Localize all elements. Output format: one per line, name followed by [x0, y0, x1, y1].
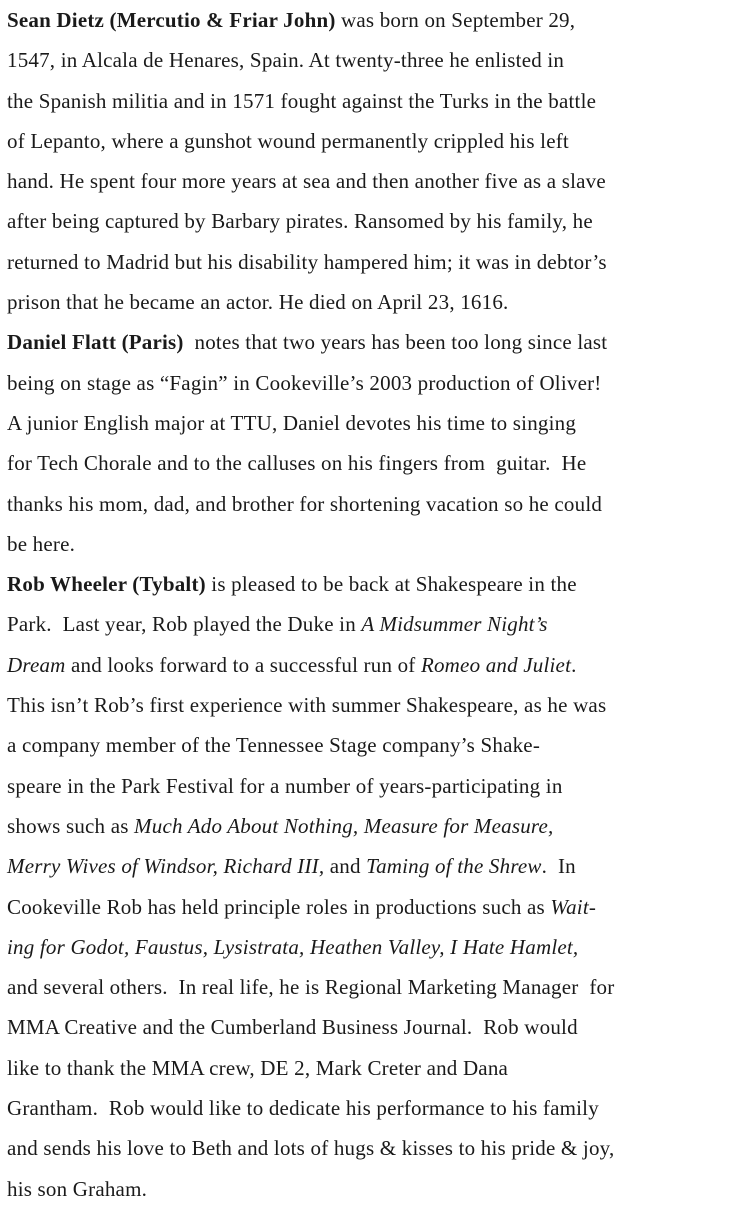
- text-line: [7, 806, 744, 846]
- text-run: hand. He spent four more years at sea and then another five as a slave: [7, 169, 606, 194]
- text-run: notes that two years has been too long since last: [183, 330, 608, 355]
- text-line: [7, 322, 744, 362]
- text-run: Wait-: [550, 894, 597, 919]
- text-line: [7, 40, 744, 80]
- text-run: Much Ado About Nothing, Measure for Measure,: [134, 813, 554, 838]
- text-run: Rob Wheeler (Tybalt): [7, 572, 206, 597]
- text-run: shows such as: [7, 813, 135, 838]
- bio-rob-wheeler: [7, 564, 744, 1209]
- text-run: Sean Dietz (Mercutio & Friar John): [7, 8, 336, 32]
- text-line: [7, 0, 744, 40]
- text-run: like to thank the MMA crew, DE 2, Mark Creter and Dana: [7, 1055, 509, 1080]
- text-run: 1547, in Alcala de Henares, Spain. At twenty-three he enlisted in: [7, 48, 565, 73]
- text-line: [7, 403, 744, 443]
- bio-sean-dietz: [7, 0, 744, 322]
- text-line: [7, 524, 744, 564]
- text-line: [7, 645, 744, 685]
- text-run: thanks his mom, dad, and brother for shortening vacation so he could: [7, 491, 603, 516]
- text-run: This isn’t Rob’s first experience with summer Shakespeare, as he was: [7, 693, 607, 718]
- text-run: of Lepanto, where a gunshot wound permanently crippled his left: [7, 128, 569, 153]
- text-run: and sends his love to Beth and lots of hugs & kisses to his pride & joy,: [7, 1136, 615, 1161]
- text-run: being on stage as “Fagin” in Cookeville’s 2003 production of Oliver!: [7, 370, 602, 395]
- text-run: a company member of the Tennessee Stage company’s Shake-: [7, 733, 541, 758]
- text-line: [7, 201, 744, 241]
- text-run: Cookeville Rob has held principle roles in productions such as: [7, 894, 551, 919]
- text-line: [7, 604, 744, 644]
- text-run: and: [324, 854, 367, 879]
- text-run: his son Graham.: [7, 1176, 148, 1201]
- text-line: [7, 484, 744, 524]
- text-line: [7, 1007, 744, 1047]
- text-run: is pleased to be back at Shakespeare in the: [205, 572, 577, 597]
- text-run: A junior English major at TTU, Daniel devotes his time to singing: [7, 410, 577, 435]
- text-line: [7, 564, 744, 604]
- text-run: Daniel Flatt (Paris): [7, 330, 184, 355]
- text-line: [7, 887, 744, 927]
- text-line: [7, 242, 744, 282]
- text-line: [7, 363, 744, 403]
- text-run: was born on September 29,: [335, 8, 576, 32]
- text-run: ing for Godot, Faustus, Lysistrata, Heathen Valley, I Hate Hamlet,: [7, 934, 579, 959]
- text-line: [7, 161, 744, 201]
- text-run: after being captured by Barbary pirates. Ransomed by his family, he: [7, 209, 593, 234]
- bio-text-block: [7, 0, 744, 1209]
- text-run: be here.: [7, 531, 76, 556]
- text-run: Park. Last year, Rob played the Duke in: [7, 612, 362, 637]
- text-run: and looks forward to a successful run of: [65, 652, 421, 677]
- text-line: [7, 1128, 744, 1168]
- text-line: [7, 282, 744, 322]
- text-run: Romeo and Juliet: [420, 652, 572, 677]
- text-run: MMA Creative and the Cumberland Business Journal. Rob would: [7, 1015, 578, 1040]
- bio-daniel-flatt: [7, 322, 744, 564]
- text-run: .: [571, 652, 577, 677]
- text-line: [7, 81, 744, 121]
- text-line: [7, 846, 744, 886]
- text-run: and several others. In real life, he is Regional Marketing Manager for: [7, 975, 615, 1000]
- text-line: [7, 1048, 744, 1088]
- text-run: Dream: [7, 652, 66, 677]
- text-run: A Midsummer Night’s: [361, 612, 548, 637]
- text-run: Taming of the Shrew: [366, 854, 542, 879]
- text-run: prison that he became an actor. He died on April 23, 1616.: [7, 290, 509, 315]
- text-run: returned to Madrid but his disability hampered him; it was in debtor’s: [7, 249, 607, 274]
- text-run: Merry Wives of Windsor, Richard III,: [7, 854, 325, 879]
- text-line: [7, 766, 744, 806]
- text-line: [7, 1088, 744, 1128]
- text-run: . In: [541, 854, 576, 879]
- text-line: [7, 1169, 744, 1209]
- text-line: [7, 967, 744, 1007]
- text-run: Grantham. Rob would like to dedicate his performance to his family: [7, 1096, 599, 1121]
- text-run: the Spanish militia and in 1571 fought against the Turks in the battle: [7, 88, 597, 113]
- text-run: speare in the Park Festival for a number of years-participating in: [7, 773, 563, 798]
- text-line: [7, 443, 744, 483]
- text-run: for Tech Chorale and to the calluses on his fingers from guitar. He: [7, 451, 587, 476]
- text-line: [7, 121, 744, 161]
- text-line: [7, 685, 744, 725]
- text-line: [7, 927, 744, 967]
- text-line: [7, 725, 744, 765]
